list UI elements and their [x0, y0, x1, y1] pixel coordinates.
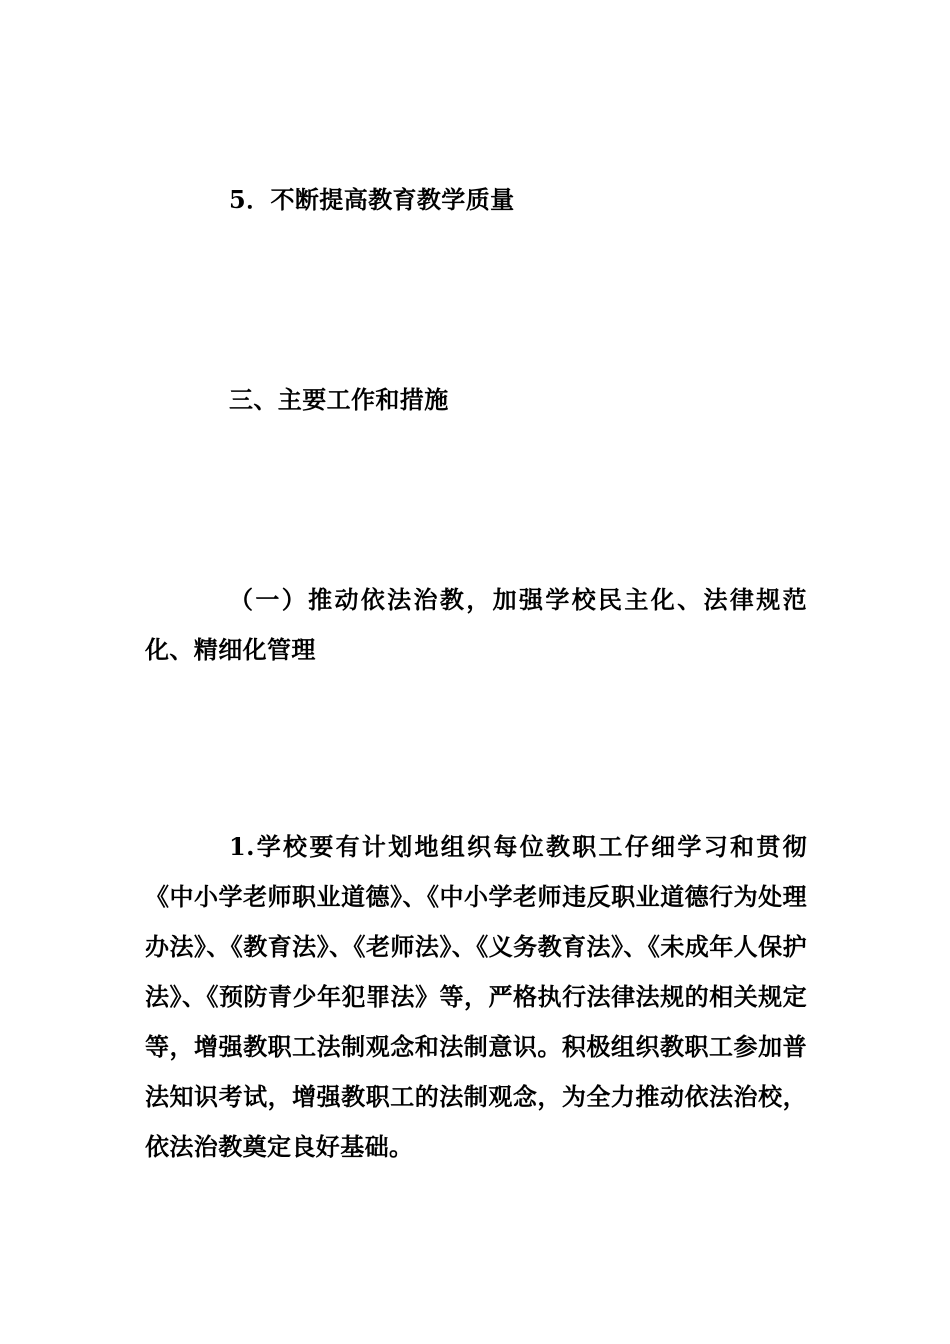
subsection-heading-1: （一）推动依法治教，加强学校民主化、法律规范化、精细化管理 [145, 585, 807, 664]
body-paragraph-item-1: 1.学校要有计划地组织每位教职工仔细学习和贯彻《中小学老师职业道德》、《中小学老师违反职业道德行为处理办法》、《教育法》、《老师法》、《义务教育法》、《未成年人保护法》、《预防青少年犯罪法》等，严格执行法律法规的相关规定等，增强教职工法制观念和法制意识。积极组织教职工参加普法知识考试，增强教职工的法制观念，为全力推动依法治校，依法治教奠定良好基础。 [145, 832, 807, 1161]
goal-item-5: 5．不断提高教育教学质量 [229, 185, 515, 214]
section-heading-main-work: 三、主要工作和措施 [229, 385, 449, 414]
